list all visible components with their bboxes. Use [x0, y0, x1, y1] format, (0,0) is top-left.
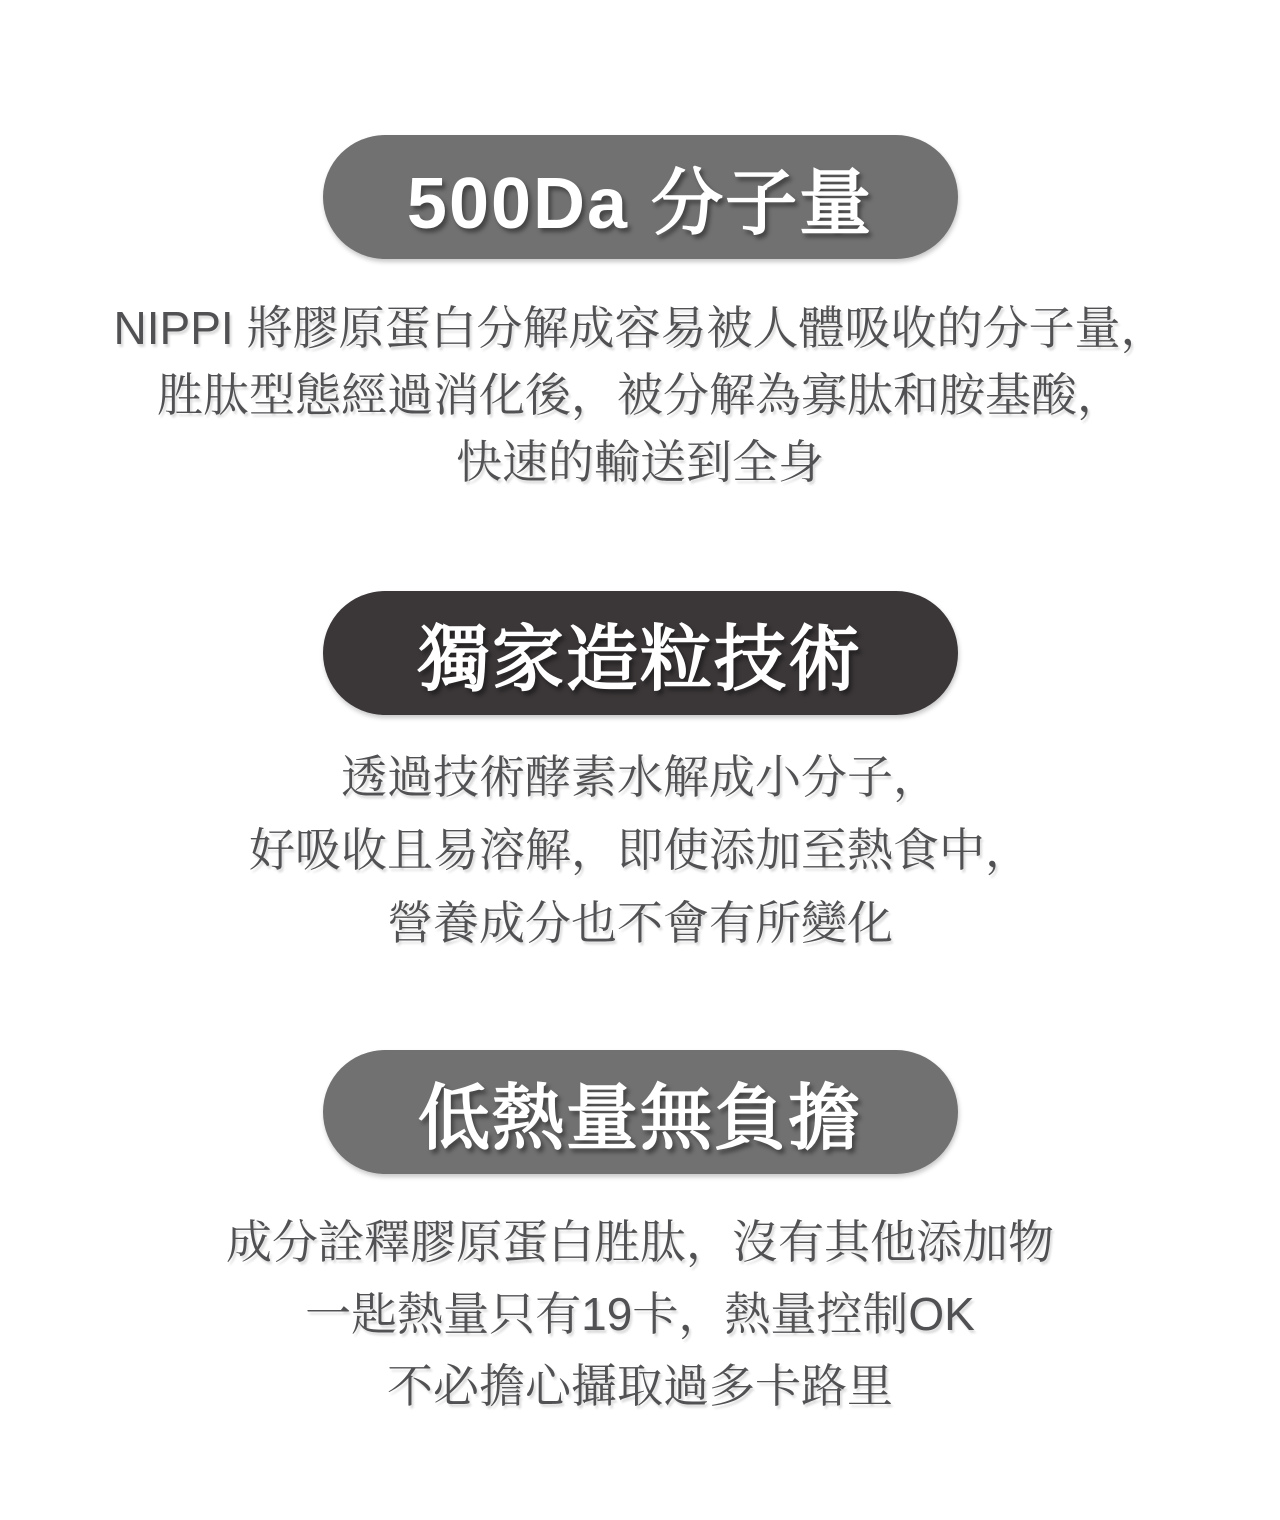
body-line: 營養成分也不會有所變化 [387, 897, 893, 949]
section-molecular-weight [0, 0, 1280, 496]
body-line: 成分詮釋膠原蛋白胜肽，沒有其他添加物 [226, 1216, 1054, 1268]
section-granulation-technology-body [20, 741, 1260, 960]
badge-low-calorie: 低熱量無負擔 [323, 1050, 958, 1174]
badge-molecular-weight: 500Da 分子量 [323, 135, 958, 259]
body-line: 好吸收且易溶解，即使添加至熱食中， [249, 824, 1031, 876]
body-line: 不必擔心攝取過多卡路里 [387, 1360, 893, 1412]
section-granulation-technology [0, 496, 1280, 960]
badge-granulation-technology: 獨家造粒技術 [323, 591, 958, 715]
body-line: 快速的輸送到全身 [456, 436, 824, 488]
section-molecular-weight-body [20, 295, 1260, 496]
body-line: 一匙熱量只有19卡，熱量控制OK [305, 1288, 975, 1340]
body-line: NIPPI 將膠原蛋白分解成容易被人體吸收的分子量， [113, 302, 1167, 354]
section-low-calorie-body [20, 1206, 1260, 1422]
body-line: 透過技術酵素水解成小分子， [341, 751, 939, 803]
body-line: 胜肽型態經過消化後，被分解為寡肽和胺基酸， [157, 369, 1123, 421]
section-low-calorie [0, 960, 1280, 1422]
